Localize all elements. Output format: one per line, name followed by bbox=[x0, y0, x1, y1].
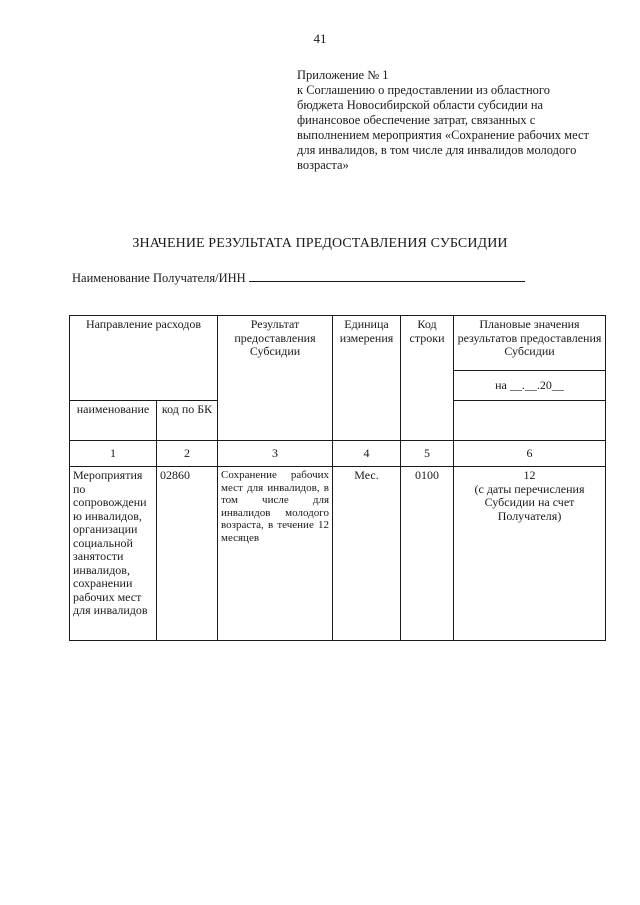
header-date: на __.__.20__ bbox=[454, 371, 606, 401]
appendix-line: выполнением мероприятия «Сохранение рабочих мест bbox=[297, 128, 589, 142]
column-number: 6 bbox=[454, 441, 606, 467]
cell-result: Сохранение рабочих мест для инвалидов, в том числе для инвалидов молодого возраста, в течение 12 месяцев bbox=[218, 467, 333, 641]
recipient-label: Наименование Получателя/ИНН bbox=[72, 271, 246, 285]
recipient-line bbox=[72, 270, 525, 286]
header-direction: Направление расходов bbox=[70, 316, 218, 401]
cell-code: 0100 bbox=[401, 467, 454, 641]
appendix-line: бюджета Новосибирской области субсидии на bbox=[297, 98, 544, 112]
cell-value-number: 12 bbox=[523, 468, 536, 482]
table-row bbox=[70, 467, 606, 641]
header-name: наименование bbox=[70, 401, 157, 441]
header-code: Код строки bbox=[401, 316, 454, 441]
header-planned: Плановые значения результатов предоставления Субсидии bbox=[454, 316, 606, 371]
header-empty-cell bbox=[454, 401, 606, 441]
recipient-blank-field bbox=[249, 270, 525, 282]
cell-value-note: (с даты перечисления Субсидии на счет Получателя) bbox=[474, 481, 585, 523]
cell-name: Мероприятия по сопровождени ю инвалидов, организации социальной занятости инвалидов, сохранении рабочих мест для инвалидов bbox=[70, 467, 157, 641]
header-kbk: код по БК bbox=[157, 401, 218, 441]
column-number: 1 bbox=[70, 441, 157, 467]
column-number: 2 bbox=[157, 441, 218, 467]
cell-unit: Мес. bbox=[333, 467, 401, 641]
page-number: 41 bbox=[313, 31, 327, 46]
appendix-line: финансовое обеспечение затрат, связанных с bbox=[297, 113, 536, 127]
cell-value bbox=[454, 467, 606, 641]
appendix-note bbox=[297, 68, 597, 173]
header-result: Результат предоставления Субсидии bbox=[218, 316, 333, 441]
document-title: ЗНАЧЕНИЕ РЕЗУЛЬТАТА ПРЕДОСТАВЛЕНИЯ СУБСИДИИ bbox=[132, 236, 508, 251]
result-table bbox=[69, 315, 606, 641]
appendix-line: возраста» bbox=[297, 158, 349, 172]
appendix-line: Приложение № 1 bbox=[297, 68, 389, 82]
appendix-line: для инвалидов, в том числе для инвалидов молодого bbox=[297, 143, 577, 157]
header-unit: Единица измерения bbox=[333, 316, 401, 441]
column-number: 4 bbox=[333, 441, 401, 467]
column-number: 5 bbox=[401, 441, 454, 467]
appendix-line: к Соглашению о предоставлении из областного bbox=[297, 83, 550, 97]
column-number: 3 bbox=[218, 441, 333, 467]
cell-kbk: 02860 bbox=[157, 467, 218, 641]
